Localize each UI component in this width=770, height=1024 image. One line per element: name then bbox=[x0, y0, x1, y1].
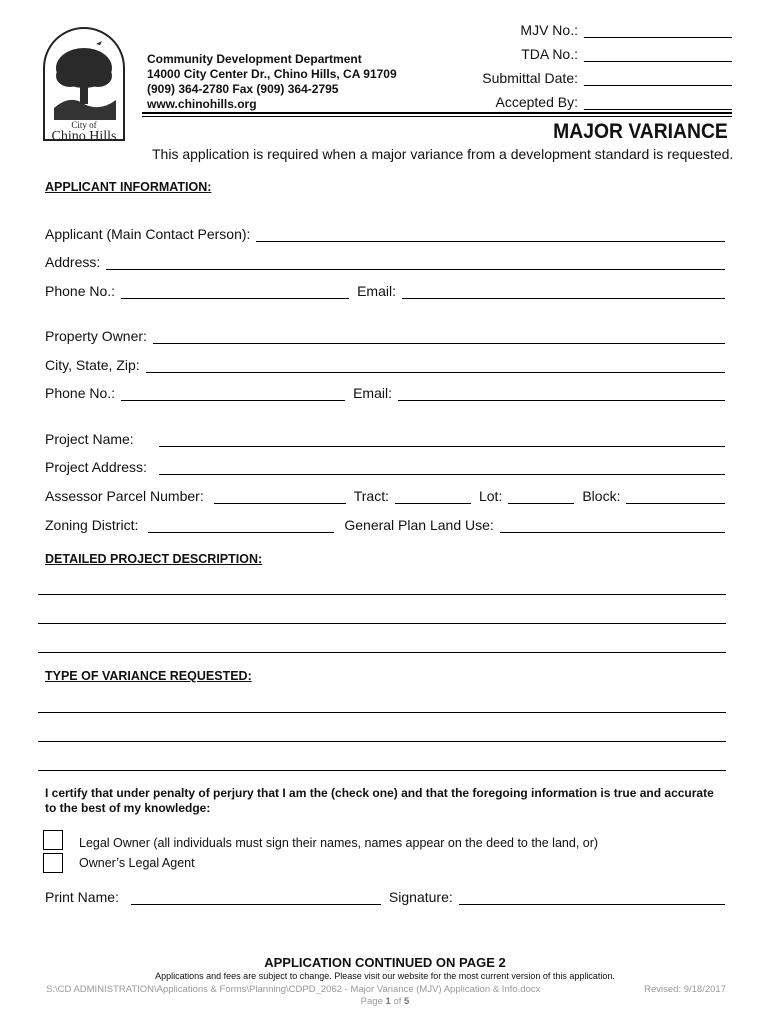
page-number bbox=[0, 996, 770, 1007]
owner-email-label: Email: bbox=[353, 385, 392, 401]
email-input[interactable] bbox=[402, 286, 725, 299]
tract-input[interactable] bbox=[395, 491, 471, 504]
print-name-input[interactable] bbox=[131, 892, 381, 905]
variance-line[interactable] bbox=[38, 741, 726, 742]
project-name-input[interactable] bbox=[159, 434, 725, 447]
description-line[interactable] bbox=[38, 623, 726, 624]
tract-label: Tract: bbox=[353, 488, 389, 504]
variance-line[interactable] bbox=[38, 770, 726, 771]
project-address-label: Project Address: bbox=[45, 459, 147, 475]
header-rule-thin bbox=[142, 116, 732, 117]
city-row bbox=[45, 355, 725, 373]
lot-input[interactable] bbox=[508, 491, 574, 504]
description-line[interactable] bbox=[38, 594, 726, 595]
page-total: 5 bbox=[404, 996, 410, 1007]
form-title: MAJOR VARIANCE bbox=[553, 120, 728, 143]
description-line[interactable] bbox=[38, 652, 726, 653]
address-row bbox=[45, 252, 725, 270]
logo-small-text: City of bbox=[71, 120, 97, 130]
page-prefix: Page bbox=[360, 996, 383, 1007]
signature-row bbox=[45, 887, 725, 905]
owner-email-input[interactable] bbox=[398, 388, 725, 401]
legal-agent-checkbox[interactable] bbox=[43, 853, 63, 873]
block-label: Block: bbox=[582, 488, 621, 504]
gp-label: General Plan Land Use: bbox=[344, 517, 494, 533]
submittal-date-label: Submittal Date: bbox=[482, 70, 578, 86]
page-current: 1 bbox=[385, 996, 391, 1007]
owner-phone-input[interactable] bbox=[121, 388, 345, 401]
certification-text: I certify that under penalty of perjury that I am the (check one) and that the foregoing information is true and accurate to the best of my knowledge: bbox=[45, 786, 714, 815]
submittal-date-field bbox=[482, 70, 732, 86]
owner-phone-label: Phone No.: bbox=[45, 385, 116, 401]
applicant-heading: APPLICANT INFORMATION: bbox=[45, 180, 212, 194]
lot-label: Lot: bbox=[478, 488, 503, 504]
owner-phone-row bbox=[45, 383, 725, 401]
email-label: Email: bbox=[357, 283, 396, 299]
address-input[interactable] bbox=[106, 257, 725, 270]
tda-no-line[interactable] bbox=[584, 47, 732, 62]
description-heading: DETAILED PROJECT DESCRIPTION: bbox=[45, 552, 263, 566]
project-address-row bbox=[45, 457, 725, 475]
phone-label: Phone No.: bbox=[45, 283, 116, 299]
parcel-row bbox=[45, 486, 725, 504]
header-rule bbox=[142, 112, 732, 114]
signature-label: Signature: bbox=[388, 889, 453, 905]
legal-owner-label: Legal Owner (all individuals must sign their names, names appear on the deed to the land, or) bbox=[79, 836, 599, 850]
mjv-no-line[interactable] bbox=[584, 23, 732, 38]
project-name-row bbox=[45, 429, 725, 447]
logo-big-text: Chino Hills bbox=[51, 129, 117, 144]
phone-input[interactable] bbox=[121, 286, 349, 299]
department-info bbox=[147, 52, 397, 112]
applicant-phone-row bbox=[45, 281, 725, 299]
intro-text: This application is required when a major variance from a development standard is requested. bbox=[152, 146, 734, 162]
legal-owner-checkbox[interactable] bbox=[43, 830, 63, 850]
applicant-row bbox=[45, 224, 725, 242]
accepted-by-field bbox=[496, 94, 733, 110]
applicant-label: Applicant (Main Contact Person): bbox=[45, 226, 251, 242]
submittal-date-line[interactable] bbox=[584, 71, 732, 86]
address-label: Address: bbox=[45, 254, 101, 270]
owner-input[interactable] bbox=[153, 331, 725, 344]
mjv-no-label: MJV No.: bbox=[520, 22, 578, 38]
project-address-input[interactable] bbox=[159, 462, 725, 475]
variance-heading: TYPE OF VARIANCE REQUESTED: bbox=[45, 669, 252, 683]
apn-label: Assessor Parcel Number: bbox=[45, 488, 204, 504]
city-logo bbox=[40, 24, 128, 144]
dept-line: 14000 City Center Dr., Chino Hills, CA 91709 bbox=[147, 67, 397, 81]
dept-line: www.chinohills.org bbox=[147, 97, 257, 111]
accepted-by-label: Accepted By: bbox=[495, 94, 578, 110]
applicant-input[interactable] bbox=[256, 229, 725, 242]
dept-line: (909) 364-2780 Fax (909) 364-2795 bbox=[147, 82, 339, 96]
owner-label: Property Owner: bbox=[45, 328, 147, 344]
city-input[interactable] bbox=[146, 360, 725, 373]
city-label: City, State, Zip: bbox=[45, 357, 140, 373]
apn-input[interactable] bbox=[214, 491, 346, 504]
gp-input[interactable] bbox=[500, 520, 725, 533]
tda-no-label: TDA No.: bbox=[521, 46, 578, 62]
variance-line[interactable] bbox=[38, 712, 726, 713]
print-name-label: Print Name: bbox=[45, 889, 119, 905]
continued-text: APPLICATION CONTINUED ON PAGE 2 bbox=[264, 955, 506, 970]
file-path: S:\CD ADMINISTRATION\Applications & Forms\Planning\CDPD_2062 - Major Variance (MJV) Application & Info.docx bbox=[46, 984, 541, 995]
page-of: of bbox=[393, 996, 402, 1007]
signature-input[interactable] bbox=[459, 892, 725, 905]
accepted-by-line[interactable] bbox=[584, 95, 732, 110]
zoning-row bbox=[45, 515, 725, 533]
zoning-label: Zoning District: bbox=[45, 517, 139, 533]
project-name-label: Project Name: bbox=[45, 431, 134, 447]
zoning-input[interactable] bbox=[148, 520, 334, 533]
fees-note: Applications and fees are subject to change. Please visit our website for the most current version of this application. bbox=[155, 971, 615, 981]
tda-no-field bbox=[521, 46, 732, 62]
dept-line: Community Development Department bbox=[147, 52, 362, 66]
revised-date: Revised: 9/18/2017 bbox=[644, 984, 726, 995]
owner-row bbox=[45, 326, 725, 344]
block-input[interactable] bbox=[626, 491, 725, 504]
legal-agent-label: Owner’s Legal Agent bbox=[79, 856, 195, 870]
mjv-no-field bbox=[520, 22, 732, 38]
